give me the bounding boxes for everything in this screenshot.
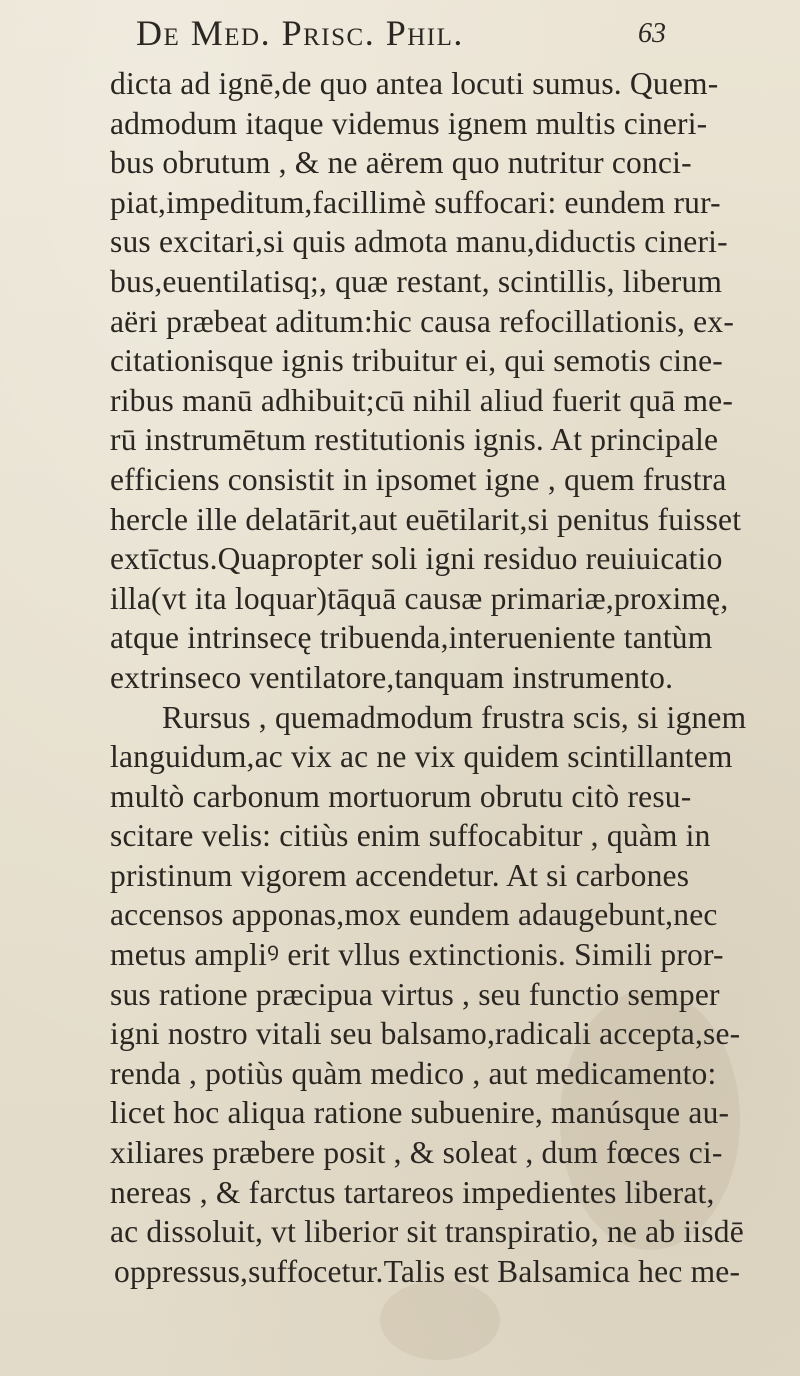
text-line: citationisque ignis tribuitur ei, qui semotis cine- xyxy=(110,343,723,379)
running-head: De Med. Prisc. Phil. xyxy=(136,13,464,53)
text-line: aëri præbeat aditum:hic causa refocillationis, ex- xyxy=(110,303,735,339)
text-line: sus excitari,si quis admota manu,diductis cineri- xyxy=(110,224,728,260)
text-line: pristinum vigorem accendetur. At si carbones xyxy=(110,857,690,893)
text-line: bus,euentilatisq;, quæ restant, scintillis, liberum xyxy=(110,263,723,299)
text-line: sus ratione præcipua virtus , seu functio semper xyxy=(110,976,720,1012)
text-line: nereas , & farctus tartareos impedientes liberat, xyxy=(110,1174,715,1210)
text-line: oppressus,suffocetur.Talis est Balsamica hec me- xyxy=(114,1253,741,1289)
text-line: ac dissoluit, vt liberior sit transpiratio, ne ab iisdē xyxy=(110,1214,744,1250)
text-line: ribus manū adhibuit;cū nihil aliud fuerit quā me- xyxy=(110,382,734,418)
text-line: metus ampliꝰ erit vllus extinctionis. Simili pror- xyxy=(110,937,724,973)
page-number: 63 xyxy=(638,18,666,49)
text-line: efficiens consistit in ipsomet igne , quem frustra xyxy=(110,461,727,497)
text-line: extīctus.Quapropter soli igni residuo reuiuicatio xyxy=(110,541,723,577)
page-header xyxy=(0,12,800,60)
text-line: extrinseco ventilatore,tanquam instrumento. xyxy=(110,659,674,695)
text-line: multò carbonum mortuorum obrutu citò resu- xyxy=(110,778,692,814)
page-stain xyxy=(380,1280,500,1360)
text-line: illa(vt ita loquar)tāquā causæ primariæ,proximę, xyxy=(110,580,729,616)
text-line: scitare velis: citiùs enim suffocabitur , quàm in xyxy=(110,818,711,854)
text-line: licet hoc aliqua ratione subuenire, manúsque au- xyxy=(110,1095,730,1131)
text-line: bus obrutum , & ne aërem quo nutritur conci- xyxy=(110,145,692,181)
text-line: renda , potiùs quàm medico , aut medicamento: xyxy=(110,1055,717,1091)
text-line: piat,impeditum,facillimè suffocari: eundem rur- xyxy=(110,184,721,220)
paragraph-start-line: Rursus , quemadmodum frustra scis, si ignem xyxy=(162,699,747,735)
text-line: igni nostro vitali seu balsamo,radicali accepta,se- xyxy=(110,1016,741,1052)
text-line: languidum,ac vix ac ne vix quidem scintillantem xyxy=(110,739,733,775)
text-line: atque intrinsecę tribuenda,interueniente tantùm xyxy=(110,620,713,656)
text-block xyxy=(110,64,790,1291)
text-line: rū instrumētum restitutionis ignis. At principale xyxy=(110,422,719,458)
text-line: hercle ille delatārit,aut euētilarit,si penitus fuisset xyxy=(110,501,742,537)
text-line: accensos apponas,mox eundem adaugebunt,nec xyxy=(110,897,718,933)
text-line: xiliares præbere posit , & soleat , dum fœces ci- xyxy=(110,1135,723,1171)
text-line: admodum itaque videmus ignem multis cineri- xyxy=(110,105,708,141)
text-line: dicta ad ignē,de quo antea locuti sumus. Quem- xyxy=(110,66,719,101)
